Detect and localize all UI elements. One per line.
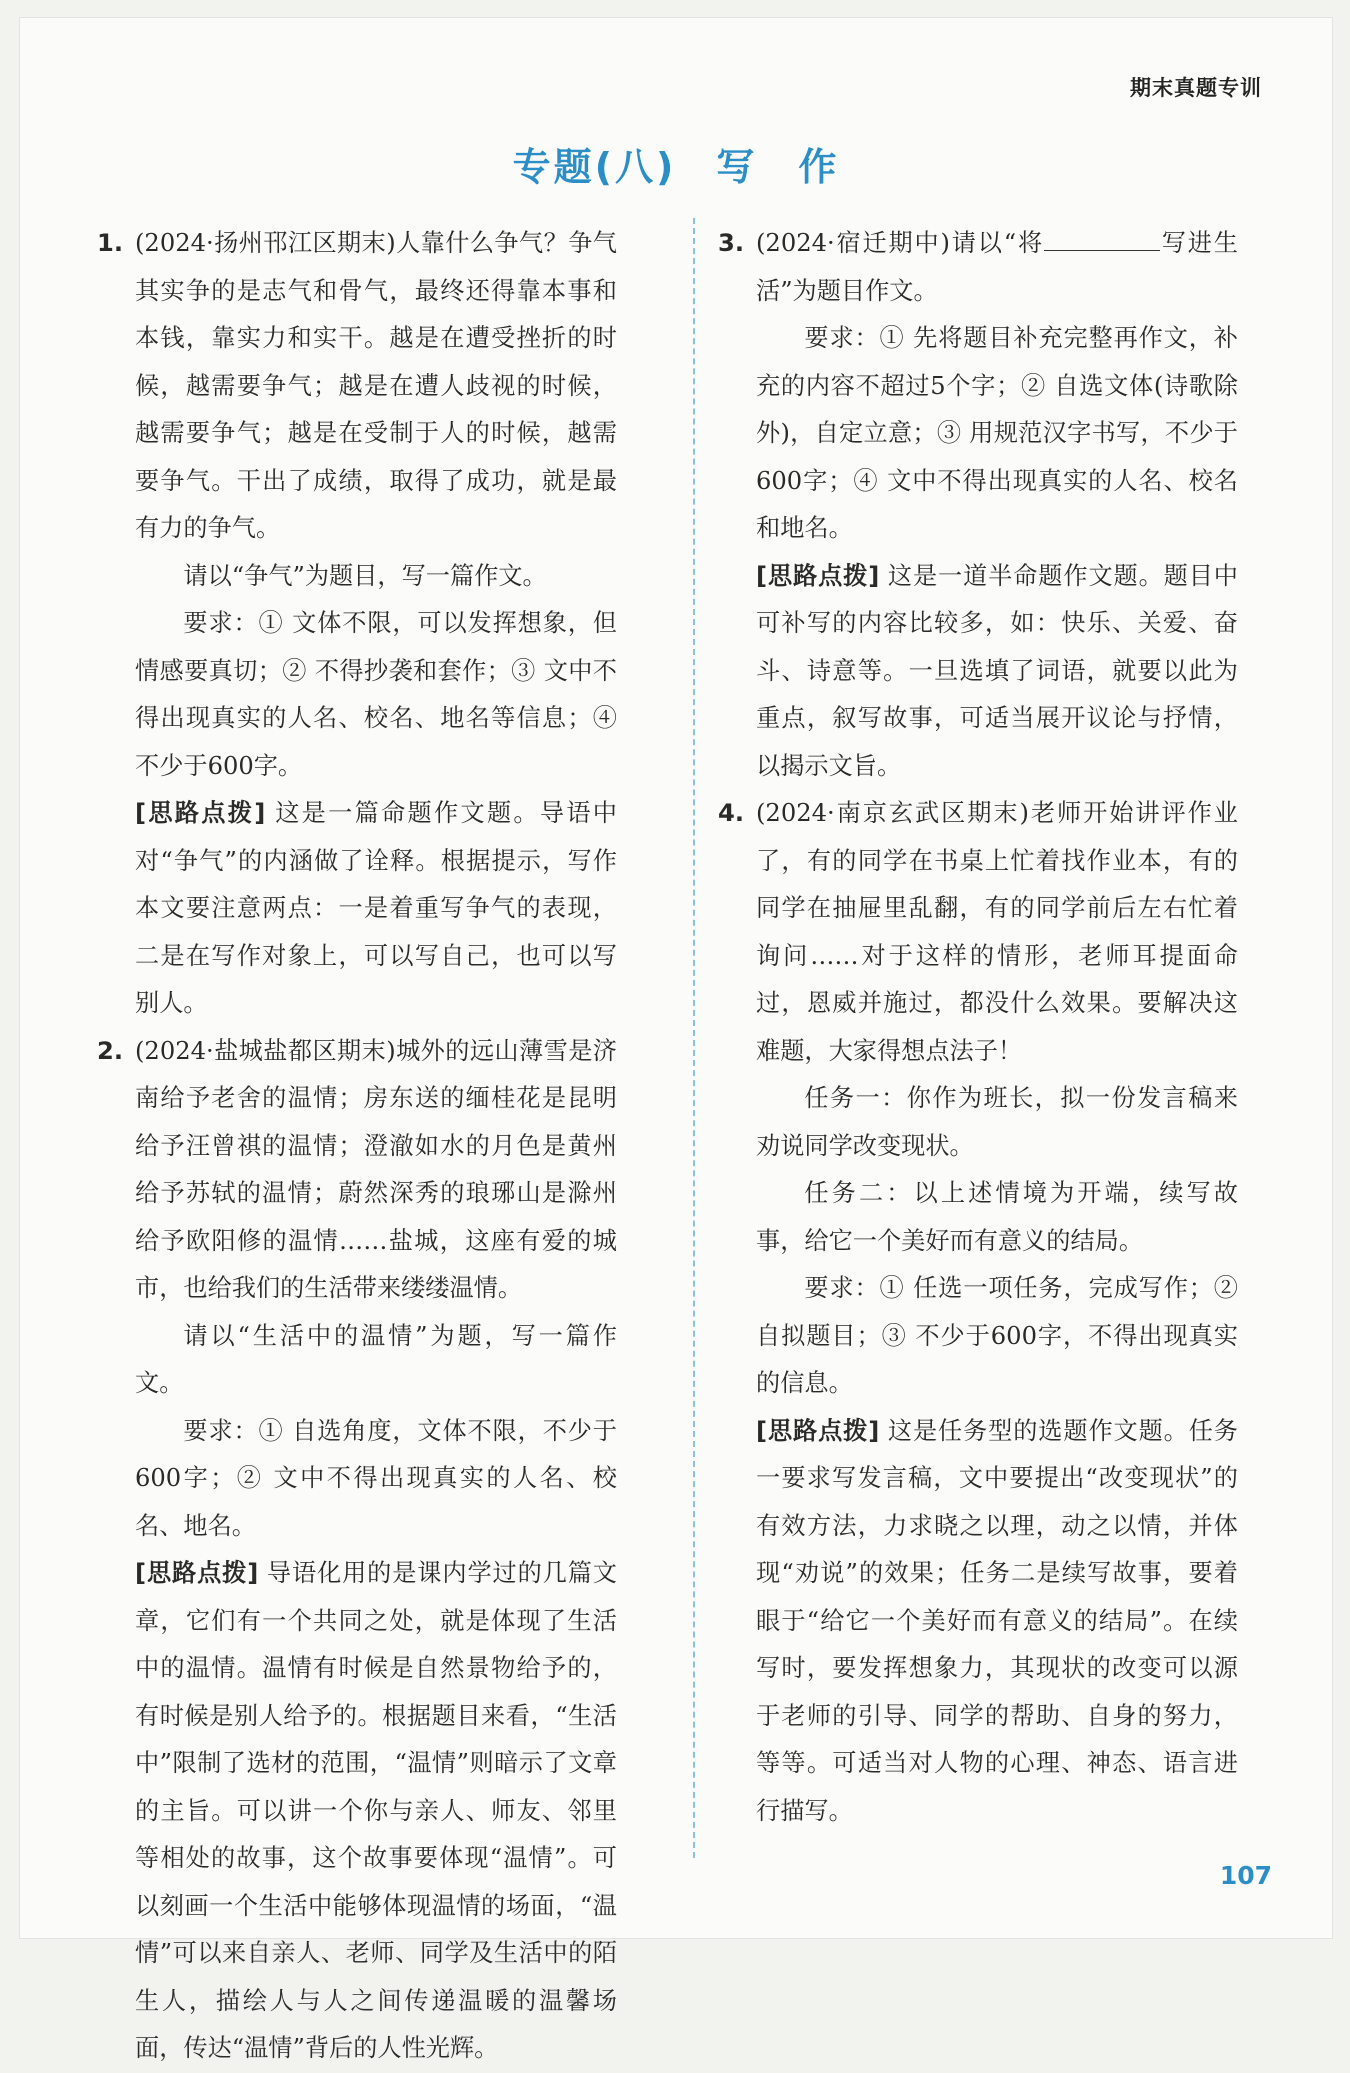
q1-prompt-text: (2024·扬州邗江区期末)人靠什么争气？争气其实争的是志气和骨气，最终还得靠本事和本钱，靠实力和实干。越是在遭受挫折的时候，越需要争气；越是在遭人歧视的时候，越需要争气；越是在受制于人的时候，越需要争气。干出了成绩，取得了成功，就是最有力的争气。 bbox=[135, 229, 617, 542]
q2-prompt bbox=[97, 1028, 617, 1313]
q1-tip-label: [思路点拨] bbox=[135, 799, 266, 827]
q4-task1: 任务一：你作为班长，拟一份发言稿来劝说同学改变现状。 bbox=[756, 1084, 1238, 1160]
q1-tip bbox=[97, 790, 617, 1028]
q3-prompt bbox=[718, 220, 1238, 315]
q3-tip bbox=[718, 553, 1238, 791]
header-label: 期末真题专训 bbox=[1130, 76, 1262, 100]
q4-tip bbox=[718, 1408, 1238, 1836]
q4-prompt-text: (2024·南京玄武区期末)老师开始讲评作业了，有的同学在书桌上忙着找作业本，有的同学在抽屉里乱翻，有的同学前后左右忙着询问……对于这样的情形，老师耳提面命过，恩威并施过，都没什么效果。要解决这难题，大家得想点法子！ bbox=[756, 799, 1238, 1065]
q1-prompt bbox=[97, 220, 617, 553]
page bbox=[20, 18, 1332, 2062]
q4-requirements: 要求：① 任选一项任务，完成写作；② 自拟题目；③ 不少于600字，不得出现真实的信息。 bbox=[756, 1274, 1238, 1397]
q3-prompt-before: (2024·宿迁期中)请以“将 bbox=[756, 229, 1044, 257]
q2-number: 2. bbox=[97, 1036, 124, 1065]
q4-task2: 任务二：以上述情境为开端，续写故事，给它一个美好而有意义的结局。 bbox=[756, 1179, 1238, 1255]
q3-blank bbox=[1044, 224, 1160, 251]
q3-tip-text: 这是一道半命题作文题。题目中可补写的内容比较多，如：快乐、关爱、奋斗、诗意等。一旦选填了词语，就要以此为重点，叙写故事，可适当展开议论与抒情，以揭示文旨。 bbox=[756, 561, 1238, 780]
q4-number: 4. bbox=[718, 799, 745, 827]
q3-requirements: 要求：① 先将题目补充完整再作文，补充的内容不超过5个字；② 自选文体(诗歌除外)，自定立意；③ 用规范汉字书写，不少于600字；④ 文中不得出现真实的人名、校名和地名。 bbox=[756, 324, 1238, 542]
q2-tip-label: [思路点拨] bbox=[135, 1559, 259, 1587]
q2-task: 请以“生活中的温情”为题，写一篇作文。 bbox=[135, 1321, 617, 1397]
right-column bbox=[718, 220, 1238, 1835]
q1-number: 1. bbox=[97, 229, 124, 257]
left-column bbox=[97, 220, 617, 2073]
page-number: 107 bbox=[1219, 1861, 1272, 1890]
q4-tip-text: 这是任务型的选题作文题。任务一要求写发言稿，文中要提出“改变现状”的有效方法，力求晓之以理，动之以情，并体现“劝说”的效果；任务二是续写故事，要着眼于“给它一个美好而有意义的结局”。在续写时，要发挥想象力，其现状的改变可以源于老师的引导、同学的帮助、自身的努力，等等。可适当对人物的心理、神态、语言进行描写。 bbox=[756, 1416, 1238, 1825]
q1-task: 请以“争气”为题目，写一篇作文。 bbox=[183, 561, 547, 590]
title-part1: 专题(八) bbox=[512, 145, 677, 189]
q3-tip-label: [思路点拨] bbox=[756, 561, 880, 590]
q4-prompt bbox=[718, 790, 1238, 1075]
title-part2: 写 作 bbox=[716, 145, 840, 189]
q4-tip-label: [思路点拨] bbox=[756, 1416, 880, 1445]
q2-tip bbox=[97, 1550, 617, 2073]
q2-requirements: 要求：① 自选角度，文体不限，不少于600字；② 文中不得出现真实的人名、校名、地名。 bbox=[135, 1416, 617, 1540]
q1-tip-text: 这是一篇命题作文题。导语中对“争气”的内涵做了诠释。根据提示，写作本文要注意两点：一是着重写争气的表现，二是在写作对象上，可以写自己，也可以写别人。 bbox=[135, 799, 617, 1017]
page-title bbox=[20, 136, 1332, 191]
column-divider bbox=[693, 218, 695, 1858]
q2-tip-text: 导语化用的是课内学过的几篇文章，它们有一个共同之处，就是体现了生活中的温情。温情有时候是自然景物给予的，有时候是别人给予的。根据题目来看，“生活中”限制了选材的范围，“温情”则暗示了文章的主旨。可以讲一个你与亲人、师友、邻里等相处的故事，这个故事要体现“温情”。可以刻画一个生活中能够体现温情的场面，“温情”可以来自亲人、老师、同学及生活中的陌生人，描绘人与人之间传递温暖的温馨场面，传达“温情”背后的人性光辉。 bbox=[135, 1559, 617, 2062]
q3-prompt-after: 写进生活”为题目作文。 bbox=[756, 229, 1238, 305]
q1-requirements: 要求：① 文体不限，可以发挥想象，但情感要真切；② 不得抄袭和套作；③ 文中不得出现真实的人名、校名、地名等信息；④ 不少于600字。 bbox=[135, 609, 617, 780]
q3-number: 3. bbox=[718, 229, 745, 257]
q2-prompt-text: (2024·盐城盐都区期末)城外的远山薄雪是济南给予老舍的温情；房东送的缅桂花是昆明给予汪曾祺的温情；澄澈如水的月色是黄州给予苏轼的温情；蔚然深秀的琅琊山是滁州给予欧阳修的温情……盐城，这座有爱的城市，也给我们的生活带来缕缕温情。 bbox=[135, 1036, 617, 1302]
